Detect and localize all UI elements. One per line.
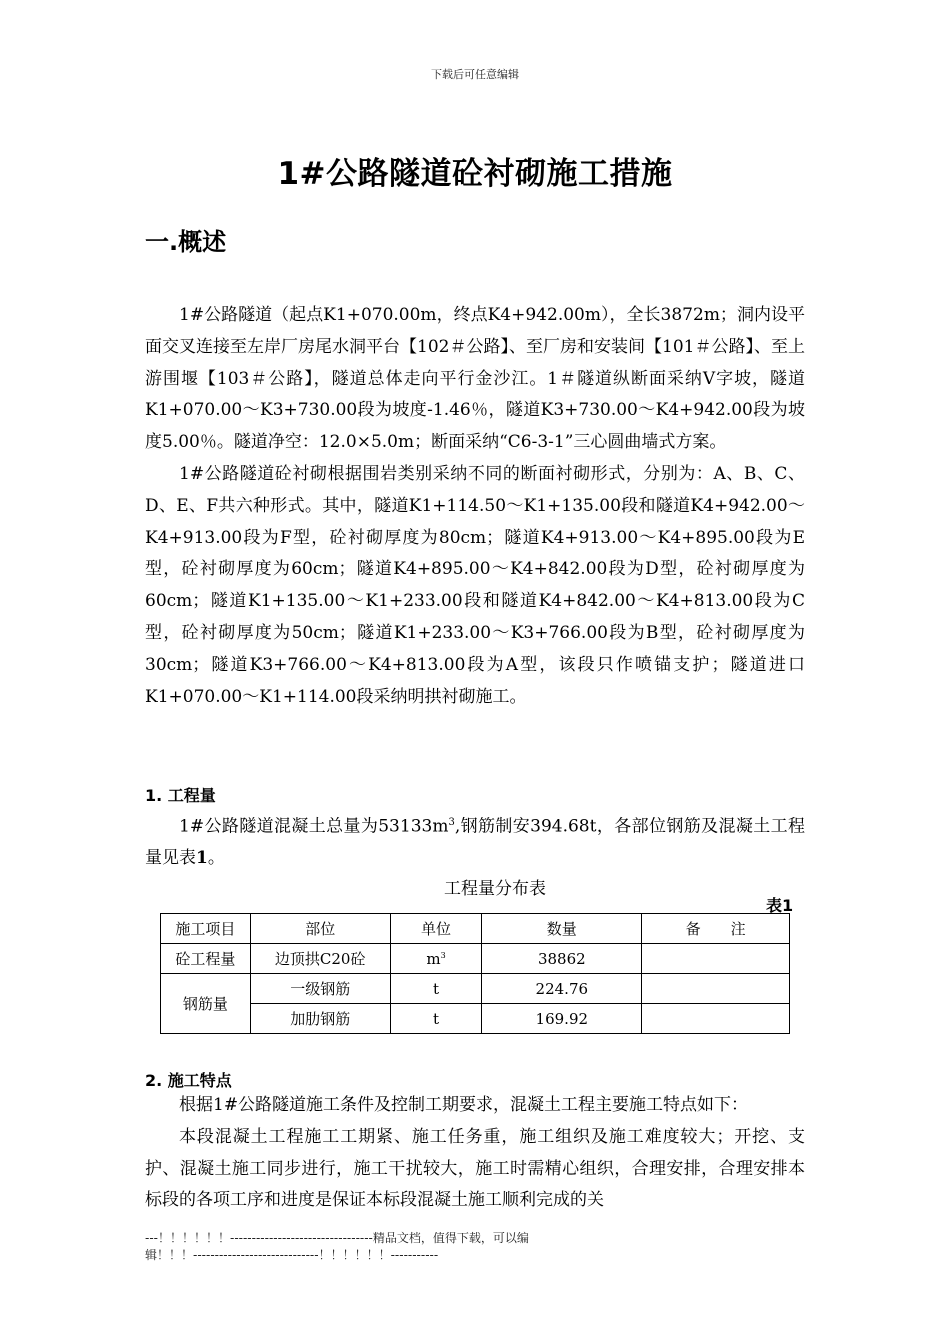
header-unit: 单位	[390, 914, 482, 944]
cell-item: 砼工程量	[161, 944, 251, 974]
section-heading-features: 2. 施工特点	[145, 1071, 232, 1090]
quantity-text-before: 1#公路隧道混凝土总量为53133m	[179, 816, 449, 837]
table-header-row	[161, 914, 790, 944]
footer-line-2: 辑！！！-----------------------------！！！！！！-----------	[145, 1248, 439, 1262]
unit-superscript: 3	[440, 950, 446, 960]
cell-item: 钢筋量	[161, 974, 251, 1034]
cell-part: 边顶拱C20砼	[250, 944, 390, 974]
table-row	[161, 974, 790, 1004]
quantity-paragraph	[145, 807, 805, 875]
quantity-text-after: ,钢筋制安394.68t，各部位钢筋及混凝土工程量见表	[145, 816, 806, 869]
features-body	[145, 1090, 805, 1217]
table-row	[161, 1004, 790, 1034]
footer-note	[145, 1230, 615, 1264]
quantity-table	[160, 913, 790, 1034]
cell-note	[642, 1004, 790, 1034]
cell-quantity: 169.92	[482, 1004, 642, 1034]
header-item: 施工项目	[161, 914, 251, 944]
quantity-text-end: 。	[207, 848, 225, 869]
overview-paragraph-1: 1#公路隧道（起点K1+070.00m，终点K4+942.00m），全长3872m；洞内设平面交叉连接至左岸厂房尾水洞平台【102＃公路】、至厂房和安装间【101＃公路】、至上游围堰【103＃公路】，隧道总体走向平行金沙江。1＃隧道纵断面采纳V字坡，隧道K1+070.00～K3+730.00段为坡度-1.46％，隧道K3+730.00～K4+942.00段为坡度5.00％。隧道净空：12.0×5.0m；断面采纳“C6-3-1”三心圆曲墙式方案。	[145, 305, 805, 453]
quantity-body	[145, 807, 805, 875]
document-title: 1#公路隧道砼衬砌施工措施	[277, 156, 673, 192]
overview-paragraph-2: 1#公路隧道砼衬砌根据围岩类别采纳不同的断面衬砌形式，分别为：A、B、C、D、E、F共六种形式。其中，隧道K1+114.50～K1+135.00段和隧道K4+942.00～K4+913.00段为F型，砼衬砌厚度为80cm；隧道K4+913.00～K4+895.00段为E型，砼衬砌厚度为60cm；隧道K4+895.00～K4+842.00段为D型，砼衬砌厚度为60cm；隧道K1+135.00～K1+233.00段和隧道K4+842.00～K4+813.00段为C型，砼衬砌厚度为50cm；隧道K1+233.00～K3+766.00段为B型，砼衬砌厚度为30cm；隧道K3+766.00～K4+813.00段为A型，该段只作喷锚支护；隧道进口K1+070.00～K1+114.00段采纳明拱衬砌施工。	[145, 463, 805, 707]
header-quantity: 数量	[482, 914, 642, 944]
cell-part: 加肋钢筋	[250, 1004, 390, 1034]
cell-unit	[390, 944, 482, 974]
header-note: 备 注	[642, 914, 790, 944]
features-paragraph-1: 根据1#公路隧道施工条件及控制工期要求，混凝土工程主要施工特点如下：	[179, 1095, 749, 1115]
quantity-superscript: 3	[448, 817, 455, 828]
cell-unit: t	[390, 974, 482, 1004]
cell-part: 一级钢筋	[250, 974, 390, 1004]
header-note: 下载后可任意编辑	[431, 68, 519, 81]
footer-line-1: ---！！！！！！---------------------------------精品文档，值得下载，可以编	[145, 1231, 529, 1245]
header-part: 部位	[250, 914, 390, 944]
table-row	[161, 944, 790, 974]
cell-note	[642, 944, 790, 974]
features-paragraph-2: 本段混凝土工程施工工期紧、施工任务重，施工组织及施工难度较大；开挖、支护、混凝土施工同步进行，施工干扰较大，施工时需精心组织，合理安排，合理安排本标段的各项工序和进度是保证本标段混凝土施工顺利完成的关	[145, 1126, 805, 1211]
cell-note	[642, 974, 790, 1004]
section-heading-quantity: 1. 工程量	[145, 786, 216, 805]
overview-body	[145, 300, 805, 713]
cell-quantity: 224.76	[482, 974, 642, 1004]
quantity-table-ref: 1	[196, 848, 208, 869]
cell-quantity: 38862	[482, 944, 642, 974]
cell-unit: t	[390, 1004, 482, 1034]
table-title: 工程量分布表	[444, 879, 546, 899]
table-number: 表1	[766, 896, 794, 915]
unit-base: m	[426, 949, 441, 968]
section-heading-overview: 一.概述	[145, 228, 227, 256]
